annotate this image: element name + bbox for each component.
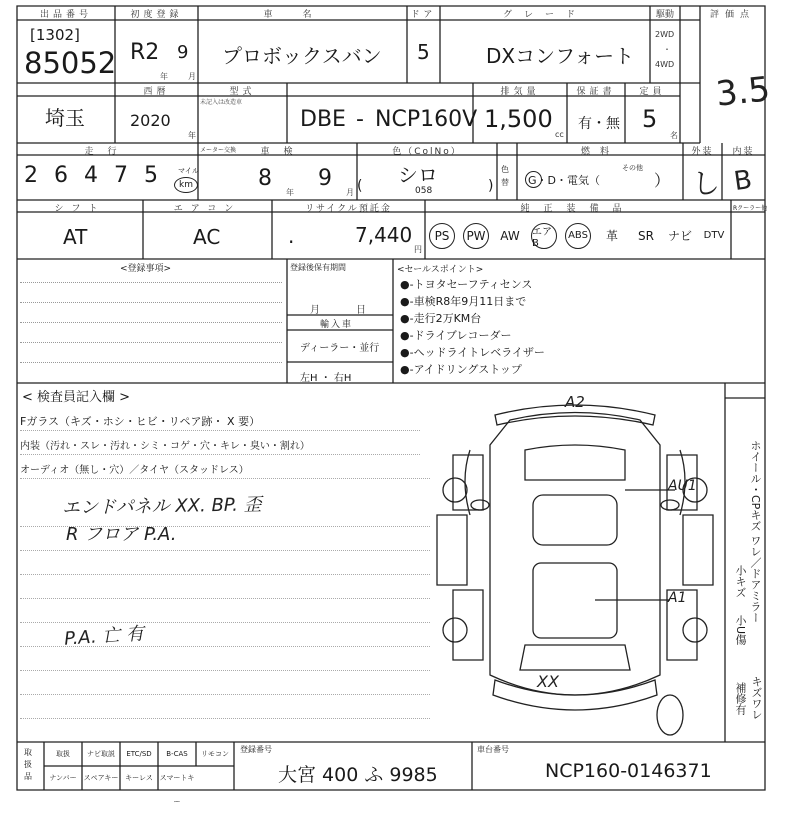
sales-points-list xyxy=(400,276,720,378)
mileage-digit: 7 xyxy=(114,163,128,188)
handwritten-note-1: エンドパネル XX. BP. 歪 xyxy=(61,494,262,519)
lot-number: 85052 xyxy=(24,46,117,80)
door-count: 5 xyxy=(417,40,430,64)
meter-change-label: メーター交換 xyxy=(200,147,237,154)
sales-point-item: ●-走行2万KM台 xyxy=(400,312,482,325)
mile-unit: マイル xyxy=(178,167,199,175)
mileage-digit: 4 xyxy=(84,163,98,188)
sales-points-label: <セールスポイント> xyxy=(397,265,484,275)
side-text-repair: 補修有 xyxy=(734,682,747,715)
footer-side-label: 取扱品 xyxy=(24,748,32,781)
region: 埼玉 xyxy=(45,106,85,130)
equipment-item xyxy=(595,212,629,259)
handwritten-note-2: R フロア P.A. xyxy=(66,524,177,545)
equipment-label: ナビ xyxy=(667,229,692,243)
equipment-label: PS xyxy=(429,223,455,249)
model-label: 型式 xyxy=(229,87,256,97)
fuel-close: ） xyxy=(654,171,671,190)
equipment-item xyxy=(493,212,527,259)
model-year: 2020 xyxy=(130,111,171,130)
mileage-label: 走行 xyxy=(84,147,131,157)
equipment-item xyxy=(527,212,561,259)
mark-front: XX xyxy=(537,672,559,691)
equipment-label: AW xyxy=(500,228,520,243)
accessory-label: スマートキー xyxy=(159,774,195,806)
sales-point-item: ●-トヨタセーフティセンス xyxy=(400,278,533,291)
accessory-label: リモコン xyxy=(201,750,229,758)
inspection-month: 9 xyxy=(318,166,332,191)
rear-cooler-label: Rクーラー他 xyxy=(733,205,768,212)
transfer-label: <登録事項> xyxy=(120,264,172,274)
equipment-list xyxy=(425,212,765,259)
side-text-wheel: ホイール・CPキズ ワレ／ドアミラー xyxy=(749,440,762,623)
inspection-tsuki: 月 xyxy=(346,188,354,197)
shift-value: AT xyxy=(63,225,88,249)
day-label: 日 xyxy=(356,305,366,316)
inspection-nen: 年 xyxy=(286,188,294,197)
sales-point-item: ●-ドライブレコーダー xyxy=(400,329,512,342)
drive-2wd: 2WD xyxy=(655,30,675,39)
mark-right-lower: A1 xyxy=(668,590,687,606)
car-name: プロボックスバン xyxy=(222,44,382,68)
accessory-label: 取扱 xyxy=(56,750,70,758)
equipment-label: 純正装備品 xyxy=(520,204,636,214)
equipment-item xyxy=(629,212,663,259)
aircon-label: エアコン xyxy=(173,204,242,214)
capacity-label: 定員 xyxy=(639,87,666,97)
drive-label: 駆動 xyxy=(655,10,674,20)
color-value: シロ xyxy=(398,163,438,187)
dealer-options: ディーラー・並行 xyxy=(300,343,380,354)
seireki-label: 西暦 xyxy=(143,87,170,97)
color-paren-right: ) xyxy=(488,178,494,194)
equipment-item xyxy=(459,212,493,259)
equipment-label: SR xyxy=(638,228,654,243)
model-sub-label: 未記入は改造車 xyxy=(200,99,243,106)
interior-line: 内装（汚れ・スレ・汚れ・シミ・コゲ・穴・キレ・臭い・割れ） xyxy=(20,441,310,452)
nen-char-2: 年 xyxy=(188,131,196,140)
score-label: 評価点 xyxy=(709,10,755,20)
shift-label: シフト xyxy=(54,204,106,214)
grade: DXコンフォート xyxy=(486,44,635,68)
sales-point-item: ●-アイドリングストップ xyxy=(400,363,522,376)
color-label: 色（ColNo） xyxy=(392,147,462,157)
equipment-label: 革 xyxy=(605,229,618,243)
chassis-number: NCP160-0146371 xyxy=(545,760,712,782)
color-number: 058 xyxy=(415,186,433,196)
accessory-label: B-CAS xyxy=(166,750,188,758)
capacity-unit: 名 xyxy=(670,131,678,140)
drive-dot: ・ xyxy=(663,45,671,54)
door-label: ドア xyxy=(410,10,437,20)
recycle-amount: 7,440 xyxy=(355,223,413,247)
tsuki-char: 月 xyxy=(188,72,196,81)
equipment-item xyxy=(425,212,459,259)
month-label: 月 xyxy=(310,305,320,316)
equipment-label: エアB xyxy=(531,223,557,249)
lot-code: [1302] xyxy=(30,26,80,44)
exterior-label: 外装 xyxy=(691,147,714,157)
fuel-other-label: その他 xyxy=(622,164,643,172)
accessory-label: ナビ取説 xyxy=(87,750,115,758)
import-label: 輸入車 xyxy=(320,320,354,330)
drive-4wd: 4WD xyxy=(655,60,675,69)
accessory-label: ETC/SD xyxy=(126,750,152,758)
warranty-value: 有・無 xyxy=(578,116,620,132)
km-unit-circled xyxy=(174,177,198,193)
displacement-value: 1,500 xyxy=(484,105,553,133)
displacement-label: 排気量 xyxy=(500,87,540,97)
first-registration-label: 初度登録 xyxy=(130,10,183,20)
equipment-item xyxy=(697,212,731,259)
plate-number: 大宮 400 ふ 9985 xyxy=(278,764,438,786)
registration-month: 9 xyxy=(177,42,189,63)
exterior-grade: し xyxy=(692,167,721,200)
score-value: 3.5 xyxy=(714,69,773,115)
equipment-item xyxy=(663,212,697,259)
recycle-label: リサイクル預託金 xyxy=(305,204,392,214)
model-dash: - xyxy=(356,107,364,132)
registration-era: R2 xyxy=(130,40,160,65)
side-text-uscratch: 小U傷 xyxy=(734,615,747,646)
equipment-item xyxy=(561,212,595,259)
km-unit: km xyxy=(179,180,193,190)
accessory-label: キーレス xyxy=(125,774,153,782)
lot-number-label: 出品番号 xyxy=(39,10,92,20)
aircon-value: AC xyxy=(193,225,221,249)
nen-char: 年 xyxy=(160,72,168,81)
footer-accessory-top xyxy=(44,742,234,766)
plate-label: 登録番号 xyxy=(240,745,272,754)
mark-top: A2 xyxy=(565,393,585,411)
car-name-label: 車名 xyxy=(263,10,342,20)
inspection-label: 車検 xyxy=(260,147,307,157)
equipment-label: DTV xyxy=(703,230,725,241)
capacity-value: 5 xyxy=(642,105,658,133)
side-text-kizu-ware: キズワレ xyxy=(750,676,763,720)
fuel-options: G・D・電気（ xyxy=(528,174,600,187)
footer-accessory-bottom xyxy=(44,766,234,806)
color-paren-left: ( xyxy=(357,178,363,194)
fuel-label: 燃料 xyxy=(580,147,619,157)
mileage-digit: 2 xyxy=(24,163,38,188)
color-change-label: 色替 xyxy=(501,165,509,187)
audio-line: オーディオ（無し・穴）／タイヤ（スタッドレス） xyxy=(20,465,249,476)
handwritten-note-3: P.A. 亡 有 xyxy=(63,623,145,650)
yen-unit: 円 xyxy=(414,245,422,254)
equipment-label: ABS xyxy=(565,223,591,249)
sales-point-item: ●-車検R8年9月11日まで xyxy=(400,295,527,308)
mileage-digit: 5 xyxy=(144,163,158,188)
equipment-label: PW xyxy=(463,223,489,249)
mileage-digit: 6 xyxy=(54,163,68,188)
interior-grade: B xyxy=(731,164,754,198)
side-text-kizu: 小キズ xyxy=(734,565,747,598)
accessory-label: ナンバー xyxy=(49,774,77,782)
car-damage-diagram xyxy=(425,395,725,740)
sales-point-item: ●-ヘッドライトレベライザー xyxy=(400,346,545,359)
recycle-dot: . xyxy=(288,224,295,248)
warranty-label: 保証書 xyxy=(576,87,616,97)
model-prefix: DBE xyxy=(300,107,346,132)
mark-right-upper: AU1 xyxy=(668,478,697,494)
interior-label: 内装 xyxy=(732,147,755,157)
insurance-label: 登録後保有期間 xyxy=(290,263,346,272)
chassis-label: 車台番号 xyxy=(477,745,509,754)
inspection-title: < 検査員記入欄 > xyxy=(22,390,131,405)
inspection-year: 8 xyxy=(258,166,272,191)
handle-options: 左H ・ 右H xyxy=(300,373,352,384)
model-code: NCP160V xyxy=(375,107,478,132)
grade-label: グレード xyxy=(502,10,587,20)
fglass-line: Fガラス（キズ・ホシ・ヒビ・リペア跡・ X 要） xyxy=(20,415,261,428)
mileage-digits xyxy=(22,163,182,195)
accessory-label: スペアキー xyxy=(83,774,119,782)
cc-unit: cc xyxy=(555,130,564,139)
